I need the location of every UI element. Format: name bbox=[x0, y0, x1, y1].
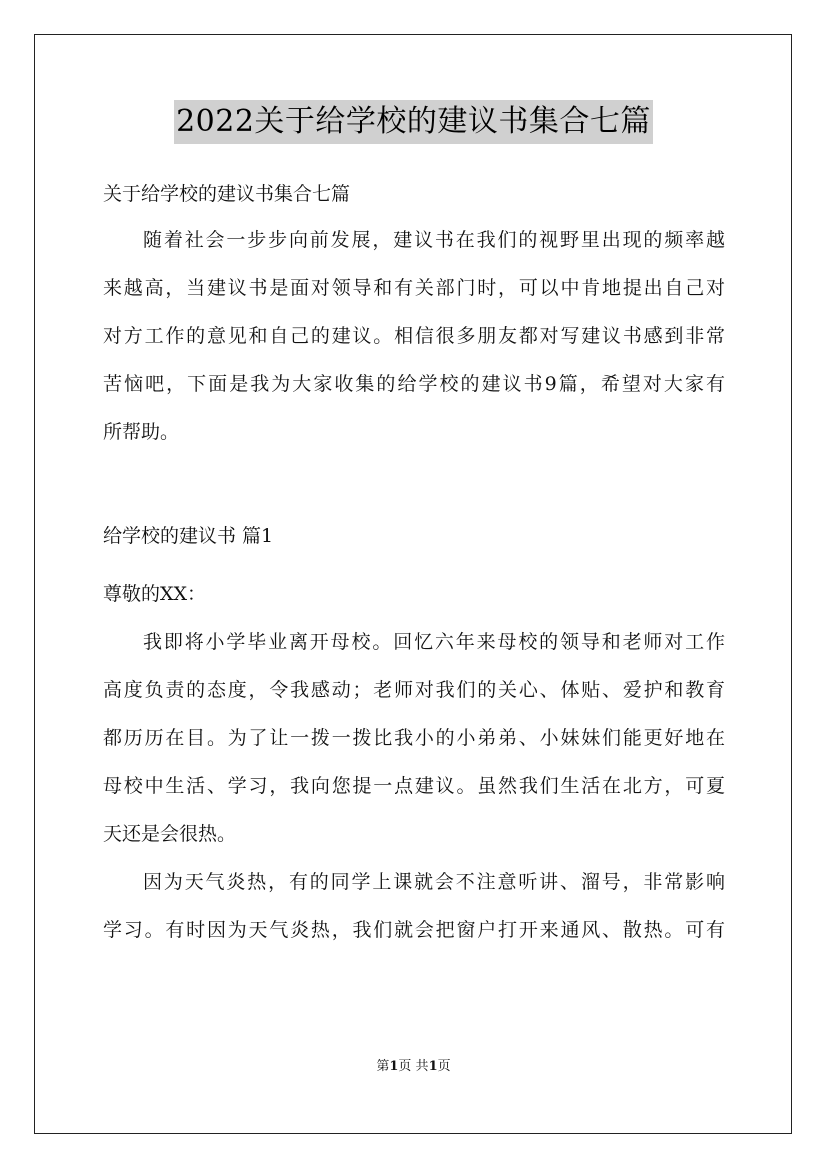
title-block bbox=[0, 100, 827, 144]
footer-prefix: 第 bbox=[376, 1059, 390, 1074]
intro-line: 苦恼吧，下面是我为大家收集的给学校的建议书9篇，希望对大家有 bbox=[103, 373, 725, 395]
document-body bbox=[103, 170, 725, 954]
intro-line: 对方工作的意见和自己的建议。相信很多朋友都对写建议书感到非常 bbox=[103, 325, 725, 347]
paragraph-line: 天还是会很热。 bbox=[103, 823, 237, 845]
page-footer bbox=[0, 1055, 827, 1074]
intro-line: 随着社会一步步向前发展，建议书在我们的视野里出现的频率越 bbox=[143, 229, 725, 251]
paragraph-line: 高度负责的态度，令我感动；老师对我们的关心、体贴、爱护和教育 bbox=[103, 679, 725, 701]
paragraph-line: 因为天气炎热，有的同学上课就会不注意听讲、溜号，非常影响 bbox=[143, 871, 725, 893]
paragraph-line: 我即将小学毕业离开母校。回忆六年来母校的领导和老师对工作 bbox=[143, 631, 725, 653]
footer-total-pages: 1 bbox=[428, 1059, 438, 1074]
document-title: 2022关于给学校的建议书集合七篇 bbox=[174, 100, 653, 144]
footer-current-page: 1 bbox=[389, 1059, 399, 1074]
footer-suffix: 页 bbox=[437, 1059, 451, 1074]
document-subtitle: 关于给学校的建议书集合七篇 bbox=[103, 183, 351, 205]
section-heading: 给学校的建议书 篇1 bbox=[103, 525, 274, 547]
intro-line: 所帮助。 bbox=[103, 421, 180, 443]
paragraph-line: 都历历在目。为了让一拨一拨比我小的小弟弟、小妹妹们能更好地在 bbox=[103, 727, 725, 749]
intro-line: 来越高，当建议书是面对领导和有关部门时，可以中肯地提出自己对 bbox=[103, 277, 725, 299]
footer-mid: 页 共 bbox=[398, 1059, 429, 1074]
salutation: 尊敬的XX： bbox=[103, 583, 207, 605]
paragraph-line: 母校中生活、学习，我向您提一点建议。虽然我们生活在北方，可夏 bbox=[103, 775, 725, 797]
paragraph-line: 学习。有时因为天气炎热，我们就会把窗户打开来通风、散热。可有 bbox=[103, 919, 725, 941]
section-gap bbox=[103, 456, 725, 512]
